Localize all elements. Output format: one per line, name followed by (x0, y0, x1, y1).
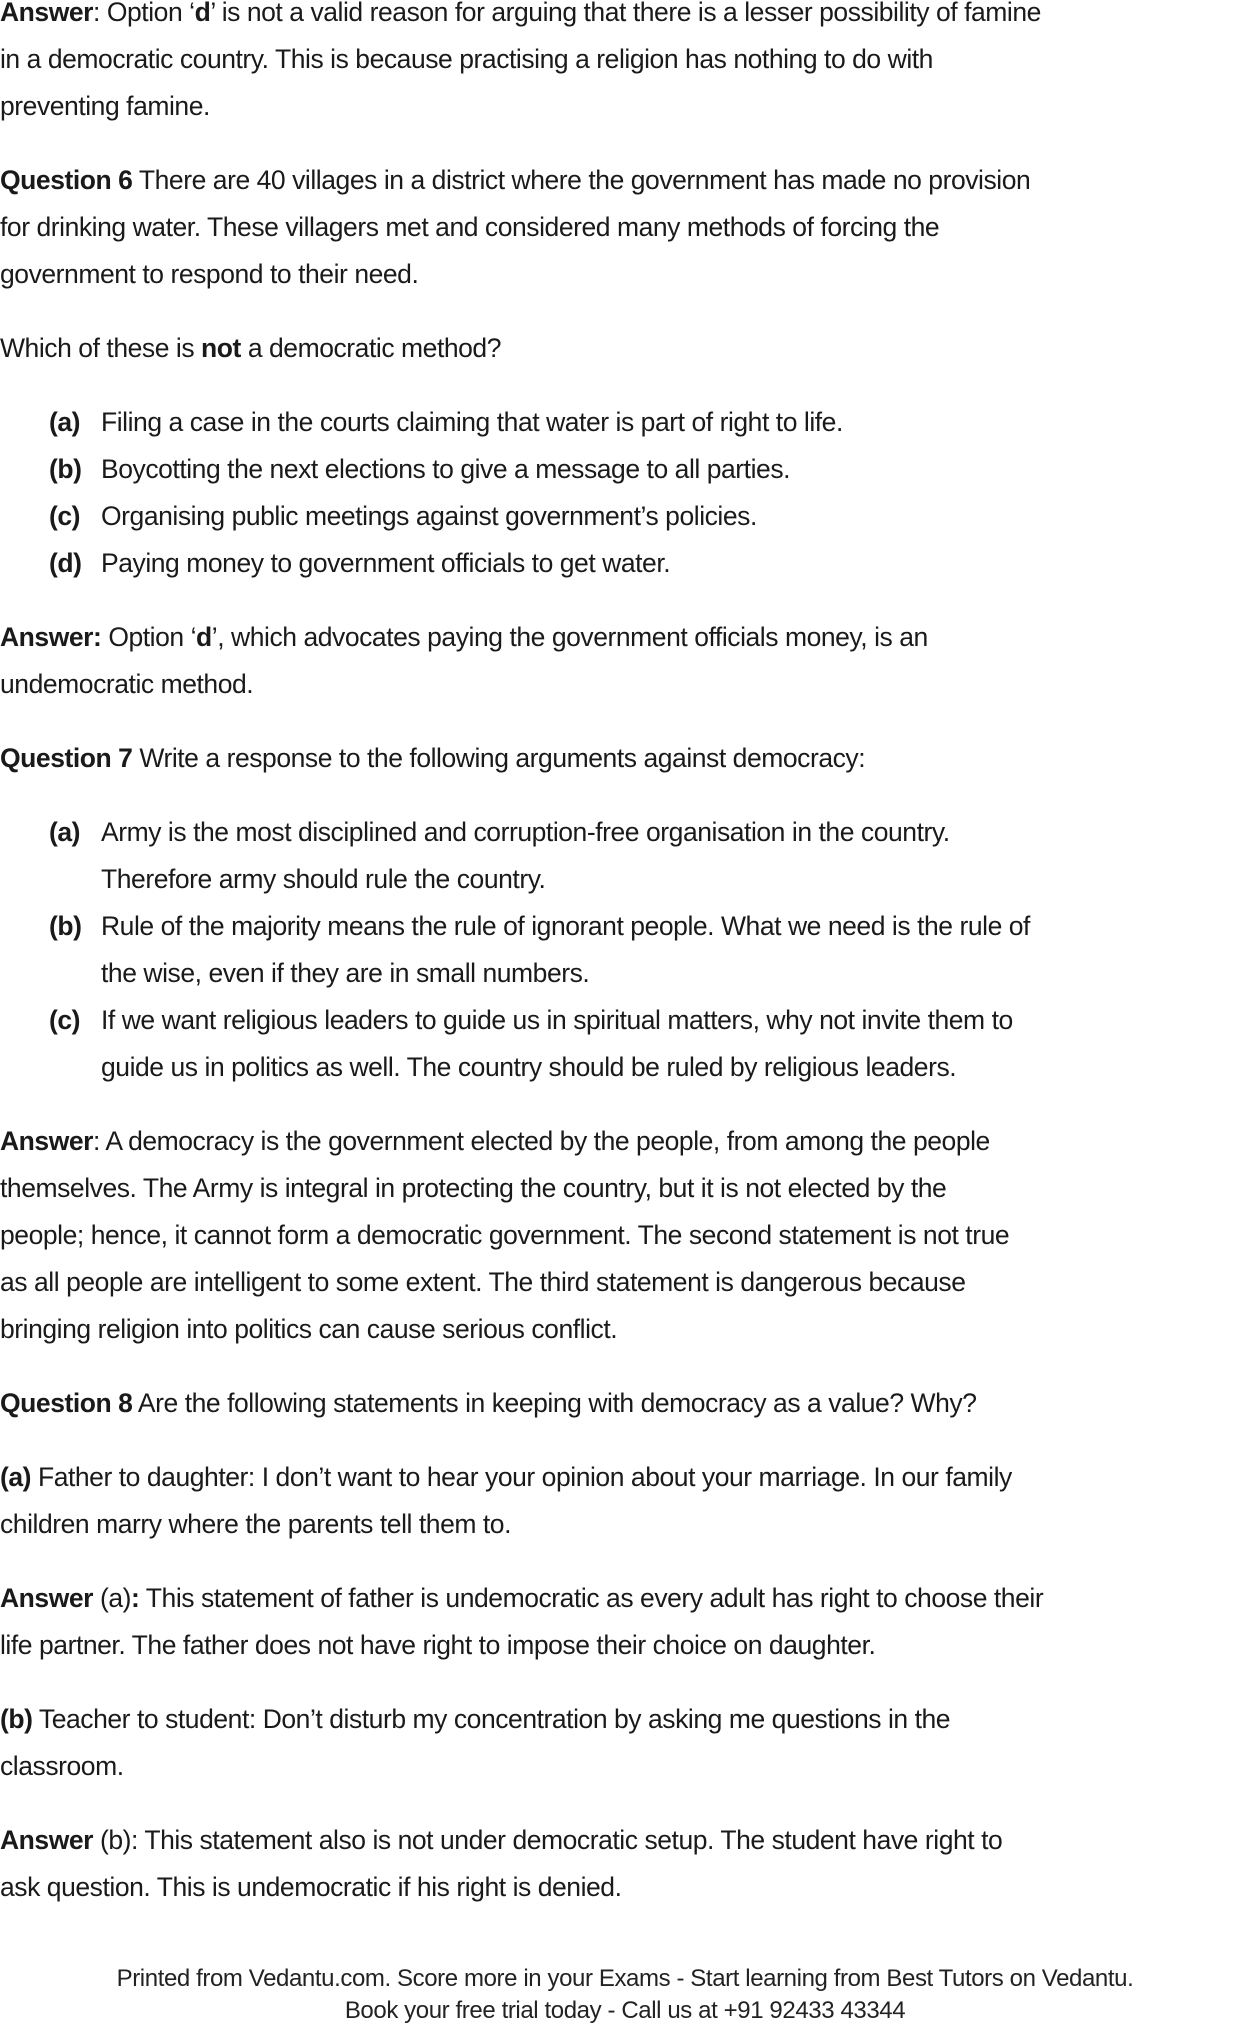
text-line: Boycotting the next elections to give a message to all parties. (101, 454, 791, 484)
text-line: Answer: Option ‘d’, which advocates paying the government officials money, is an (0, 622, 928, 652)
text-line: bringing religion into politics can cause serious conflict. (0, 1314, 618, 1344)
bold-text: : (130, 1583, 140, 1613)
text-line: themselves. The Army is integral in protecting the country, but it is not elected by the (0, 1173, 947, 1203)
text-line: the wise, even if they are in small numbers. (101, 958, 590, 988)
paragraph (0, 1696, 1250, 1790)
bold-text: d (196, 622, 212, 652)
list-item-label: (b) (49, 454, 82, 484)
text-line: Organising public meetings against government’s policies. (101, 501, 757, 531)
list-item (0, 540, 1250, 587)
bold-text: Answer: (0, 622, 102, 652)
text-line: (b) Teacher to student: Don’t disturb my concentration by asking me questions in the (0, 1704, 951, 1734)
paragraph (0, 1380, 1250, 1427)
bold-text: Answer (0, 1825, 94, 1855)
footer-line-2: Book your free trial today - Call us at +91 92433 43344 (344, 1997, 906, 2024)
list-item-label: (a) (49, 817, 81, 847)
list-item (0, 399, 1250, 446)
paragraph (0, 1118, 1250, 1353)
text-line: Question 6 There are 40 villages in a district where the government has made no provision (0, 165, 1031, 195)
bold-text: (b) (0, 1704, 33, 1734)
bold-text: Question 7 (0, 743, 133, 773)
bold-text: Answer (0, 1583, 94, 1613)
bold-text: Answer (0, 1126, 94, 1156)
text-line: in a democratic country. This is because practising a religion has nothing to do with (0, 44, 933, 74)
text-line: people; hence, it cannot form a democratic government. The second statement is not true (0, 1220, 1010, 1250)
paragraph (0, 614, 1250, 708)
text-line: Question 7 Write a response to the following arguments against democracy: (0, 743, 866, 773)
text-line: Answer (b): This statement also is not under democratic setup. The student have right to (0, 1825, 1003, 1855)
text-line: for drinking water. These villagers met and considered many methods of forcing the (0, 212, 940, 242)
bold-text: d (194, 0, 211, 27)
bold-text: not (201, 333, 241, 363)
text-line: guide us in politics as well. The country should be ruled by religious leaders. (101, 1052, 957, 1082)
footer-line-1: Printed from Vedantu.com. Score more in your Exams - Start learning from Best Tutors on Vedantu. (116, 1965, 1134, 1992)
paragraph (0, 325, 1250, 372)
text-line: If we want religious leaders to guide us in spiritual matters, why not invite them to (101, 1005, 1013, 1035)
list-item (0, 997, 1250, 1091)
text-line: as all people are intelligent to some extent. The third statement is dangerous because (0, 1267, 966, 1297)
text-line: life partner. The father does not have right to impose their choice on daughter. (0, 1630, 876, 1660)
paragraph (0, 1575, 1250, 1669)
text-line: Answer: Option ‘d’ is not a valid reason for arguing that there is a lesser possibility of famine (0, 0, 1250, 36)
paragraph (0, 735, 1250, 782)
paragraph (0, 1454, 1250, 1548)
text-line: Rule of the majority means the rule of ignorant people. What we need is the rule of (101, 911, 1030, 941)
text-line: Paying money to government officials to get water. (101, 548, 671, 578)
text-line: Filing a case in the courts claiming that water is part of right to life. (101, 407, 843, 437)
text-line: children marry where the parents tell them to. (0, 1509, 512, 1539)
text-line: Therefore army should rule the country. (101, 864, 546, 894)
bold-text: Question 6 (0, 165, 133, 195)
page-footer (0, 1963, 1250, 2027)
paragraph (0, 1817, 1250, 1911)
bold-text: Answer (0, 0, 94, 27)
text-line: Question 8 Are the following statements in keeping with democracy as a value? Why? (0, 1388, 977, 1418)
paragraph (0, 157, 1250, 298)
list-item (0, 809, 1250, 903)
list-item (0, 903, 1250, 997)
text-line: classroom. (0, 1751, 124, 1781)
text-line: government to respond to their need. (0, 259, 419, 289)
list-item (0, 493, 1250, 540)
text-line: Which of these is not a democratic method? (0, 333, 502, 363)
list-item (0, 446, 1250, 493)
text-line: (a) Father to daughter: I don’t want to hear your opinion about your marriage. In our family (0, 1462, 1012, 1492)
list-item-label: (d) (49, 548, 82, 578)
list-item-label: (c) (49, 1005, 81, 1035)
text-line: undemocratic method. (0, 669, 254, 699)
text-line: Answer (a): This statement of father is undemocratic as every adult has right to choose their (0, 1583, 1044, 1613)
paragraph (0, 0, 1250, 130)
list-item-label: (b) (49, 911, 82, 941)
bold-text: (a) (0, 1462, 32, 1492)
bold-text: Question 8 (0, 1388, 133, 1418)
text-line: ask question. This is undemocratic if his right is denied. (0, 1872, 622, 1902)
list-item-label: (a) (49, 407, 81, 437)
text-line: Army is the most disciplined and corruption-free organisation in the country. (101, 817, 950, 847)
text-line: preventing famine. (0, 91, 210, 121)
list-item-label: (c) (49, 501, 81, 531)
text-line: Answer: A democracy is the government elected by the people, from among the people (0, 1126, 990, 1156)
